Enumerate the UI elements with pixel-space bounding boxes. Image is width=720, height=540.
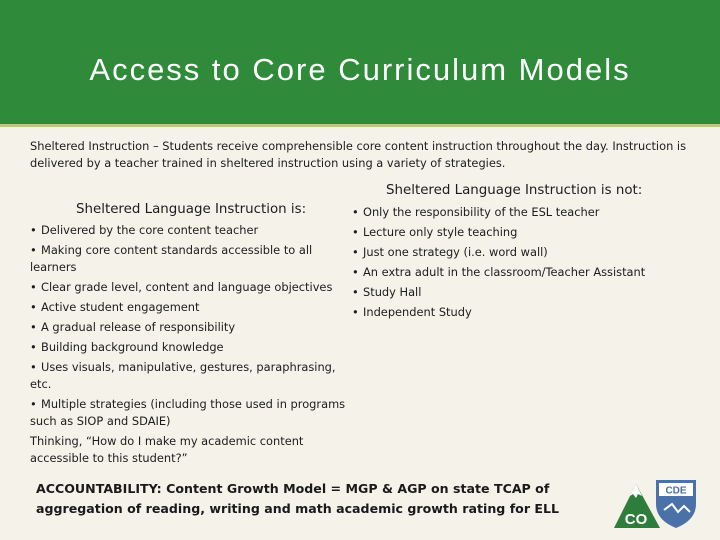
is-list-item: • Delivered by the core content teacher	[30, 223, 259, 237]
is-list-item: • Active student engagement	[30, 300, 200, 314]
not-list-item: • Only the responsibility of the ESL teacher	[352, 205, 600, 219]
accountability-note: ACCOUNTABILITY: Content Growth Model = MGP & AGP on state TCAP of aggregation of reading, writing and math academic growth rating for ELL	[36, 481, 560, 516]
not-heading: Sheltered Language Instruction is not:	[386, 183, 643, 198]
not-list-item: • An extra adult in the classroom/Teacher Assistant	[352, 265, 646, 279]
is-list-item: • Uses visuals, manipulative, gestures, paraphrasing, etc.	[30, 360, 336, 391]
is-list-item: • A gradual release of responsibility	[30, 320, 236, 334]
intro-paragraph: Sheltered Instruction – Students receive comprehensible core content instruction throughout the day. Instruction is delivered by a teacher trained in sheltered instruction using a variety of strategies.	[30, 139, 687, 170]
banner-divider	[0, 124, 720, 127]
not-list-item: • Lecture only style teaching	[352, 225, 518, 239]
is-list	[30, 222, 350, 467]
is-list-item: • Multiple strategies (including those used in programs such as SIOP and SDAIE)	[30, 397, 346, 428]
slide-title: Access to Core Curriculum Models	[89, 52, 631, 87]
is-heading: Sheltered Language Instruction is:	[76, 202, 307, 217]
not-list-item: • Independent Study	[352, 305, 472, 319]
logo-cde-text: CDE	[665, 485, 687, 497]
thinking-quote: Thinking, “How do I make my academic content accessible to this student?”	[30, 434, 304, 465]
not-list-item: • Just one strategy (i.e. word wall)	[352, 245, 548, 259]
is-list-item: • Clear grade level, content and language objectives	[30, 280, 333, 294]
is-list-item: • Building background knowledge	[30, 340, 224, 354]
cde-colorado-logo	[612, 468, 702, 530]
is-list-item: • Making core content standards accessible to all learners	[30, 243, 313, 274]
logo-co-text: CO	[624, 511, 648, 528]
not-list	[352, 204, 672, 324]
not-list-item: • Study Hall	[352, 285, 422, 299]
